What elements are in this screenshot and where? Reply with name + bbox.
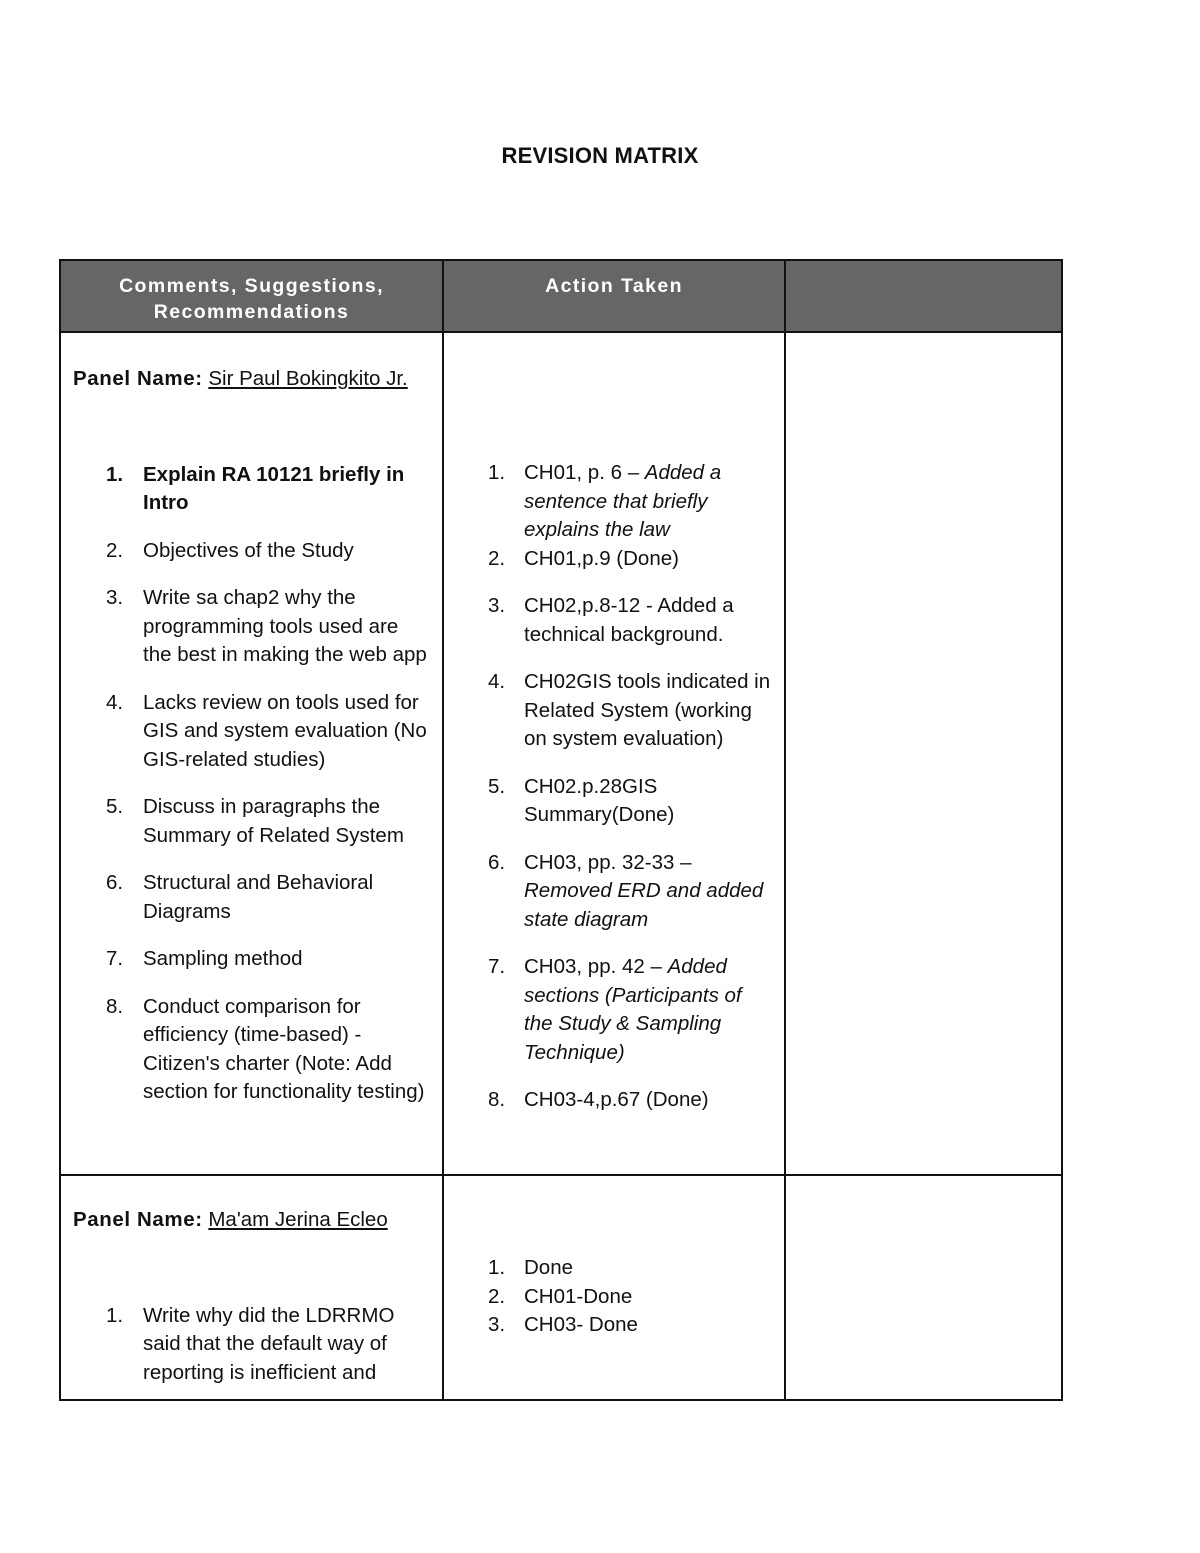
list-item: 1. Done (488, 1256, 574, 1279)
comments-cell (60, 332, 443, 1175)
list-item: 8. Conduct comparison for efficiency (time-based) - Citizen's charter (Note: Add section for functionality testing) (106, 994, 425, 1103)
header-comments-label: Comments, Suggestions, Recommendations (119, 275, 384, 323)
list-item: 2. Objectives of the Study (106, 538, 354, 562)
comments-cell (60, 1175, 443, 1400)
comments-list (61, 461, 442, 1107)
panel-name-label: Panel Name: (73, 367, 203, 390)
comment-text: Structural and Behavioral Diagrams (143, 871, 374, 923)
comment-text: Sampling method (143, 947, 303, 970)
list-item: 3. CH03- Done (488, 1313, 638, 1336)
actions-cell (443, 332, 785, 1175)
header-action-taken (443, 260, 785, 332)
list-item: 6. Structural and Behavioral Diagrams (106, 871, 374, 923)
panel-name-label: Panel Name: (73, 1208, 203, 1231)
action-text: CH02.p.28GIS Summary(Done) (524, 774, 675, 826)
action-text: CH02GIS tools indicated in Related System (working on system evaluation) (524, 670, 771, 750)
comment-text: Explain RA 10121 briefly in Intro (143, 462, 405, 514)
page-title: REVISION MATRIX (501, 143, 699, 168)
list-item: 5. Discuss in paragraphs the Summary of Related System (106, 795, 404, 847)
action-text: Done (524, 1256, 574, 1279)
comment-text: Write why did the LDRRMO said that the default way of reporting is inefficient and (143, 1303, 395, 1384)
action-note: Added a sentence that briefly explains the law (524, 461, 722, 541)
comment-text: Write sa chap2 why the programming tools used are the best in making the web app (143, 586, 427, 666)
header-action-label: Action Taken (545, 275, 683, 297)
comment-text: Conduct comparison for efficiency (time-based) - Citizen's charter (Note: Add section for functionality testing) (143, 994, 425, 1103)
actions-cell (443, 1175, 785, 1400)
action-text: CH03, pp. 32-33 – (524, 850, 692, 874)
header-row (60, 260, 1062, 332)
list-item: 7. CH03, pp. 42 – Added sections (Participants of the Study & Sampling Technique) (488, 955, 742, 1064)
list-item: 4. Lacks review on tools used for GIS and system evaluation (No GIS-related studies) (106, 690, 427, 771)
panel-name-line (61, 333, 442, 394)
list-item: 5. CH02.p.28GIS Summary(Done) (488, 774, 675, 826)
header-comments (60, 260, 443, 332)
panel-row (60, 1175, 1062, 1400)
blank-cell (785, 1175, 1062, 1400)
list-item: 1. Explain RA 10121 briefly in Intro (106, 462, 405, 514)
comment-text: Discuss in paragraphs the Summary of Related System (143, 795, 404, 847)
list-item: 2. CH01,p.9 (Done) (488, 546, 679, 570)
action-text: CH03-4,p.67 (Done) (524, 1088, 709, 1111)
list-item: 2. CH01-Done (488, 1284, 633, 1308)
header-blank (785, 260, 1062, 332)
action-text: CH01, p. 6 – (524, 461, 645, 484)
action-text: CH01,p.9 (Done) (524, 546, 679, 570)
blank-cell (785, 332, 1062, 1175)
list-item: 3. Write sa chap2 why the programming tools used are the best in making the web app (106, 586, 427, 666)
panel-name-value: Ma'am Jerina Ecleo (208, 1208, 388, 1231)
action-text: CH03, pp. 42 – (524, 955, 668, 978)
list-item: 8. CH03-4,p.67 (Done) (488, 1088, 709, 1111)
revision-matrix-table (59, 259, 1063, 1401)
action-text: CH03- Done (524, 1313, 638, 1336)
panel-name-value: Sir Paul Bokingkito Jr. (208, 367, 408, 390)
list-item: 7. Sampling method (106, 947, 303, 970)
list-item: 3. CH02,p.8-12 - Added a technical background. (488, 594, 734, 646)
action-text: CH02,p.8-12 - Added a technical background. (524, 594, 734, 646)
actions-list (444, 1254, 784, 1340)
actions-list (444, 459, 784, 1115)
action-note: Removed ERD and added state diagram (524, 879, 764, 931)
comment-text: Lacks review on tools used for GIS and system evaluation (No GIS-related studies) (143, 690, 427, 771)
comments-list (61, 1302, 442, 1388)
list-item: 1. CH01, p. 6 – Added a sentence that briefly explains the law (488, 461, 722, 541)
list-item: 4. CH02GIS tools indicated in Related System (working on system evaluation) (488, 670, 771, 750)
comment-text: Objectives of the Study (143, 538, 354, 562)
panel-row (60, 332, 1062, 1175)
list-item: 1. Write why did the LDRRMO said that the default way of reporting is inefficient and (106, 1303, 395, 1384)
list-item: 6. CH03, pp. 32-33 – Removed ERD and added state diagram (488, 850, 764, 931)
action-text: CH01-Done (524, 1284, 633, 1308)
action-note: Added sections (Participants of the Study & Sampling Technique) (524, 955, 742, 1064)
panel-name-line (61, 1176, 442, 1235)
